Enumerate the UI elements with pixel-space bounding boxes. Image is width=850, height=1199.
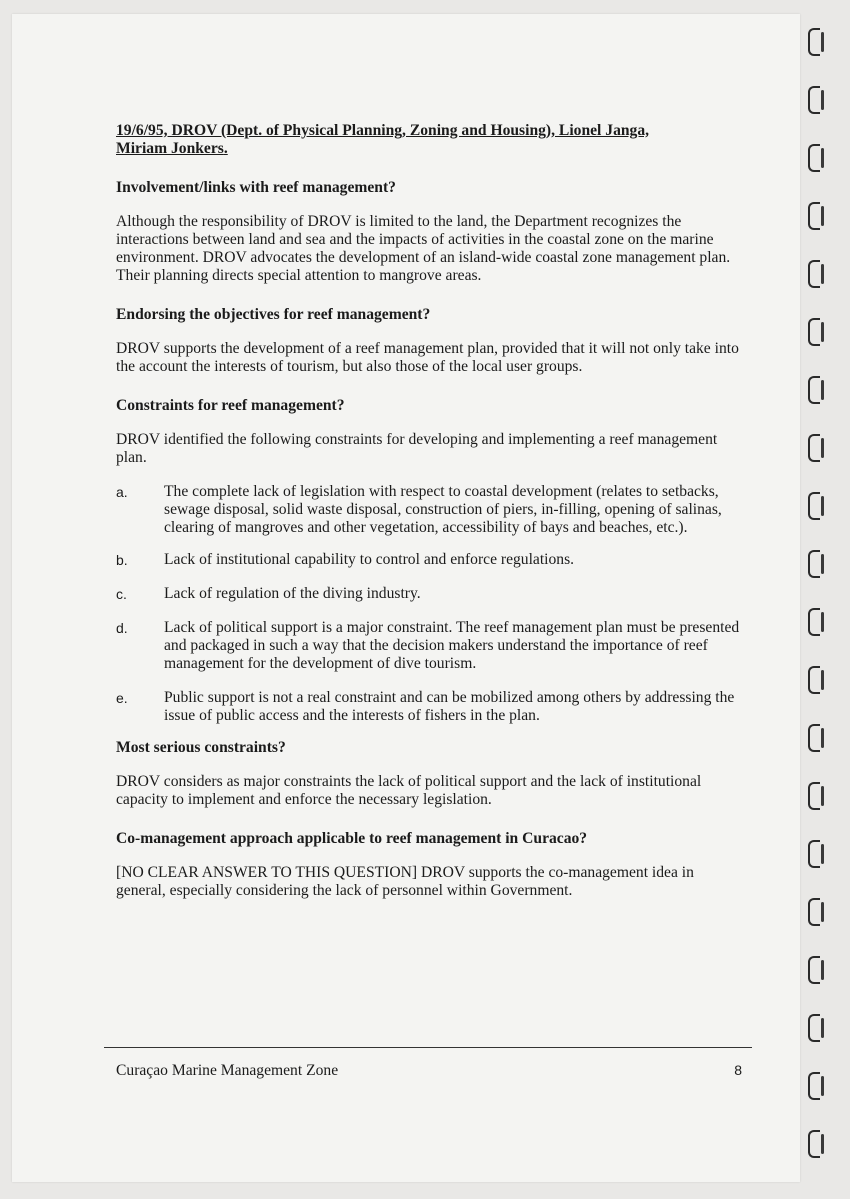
binding-ring [808, 782, 820, 810]
binding-ring [808, 434, 820, 462]
binding-ring [808, 724, 820, 752]
binding-ring [808, 956, 820, 984]
binding-ring [808, 550, 820, 578]
binding-ring [808, 1072, 820, 1100]
spiral-binding [800, 14, 838, 1182]
binding-ring [808, 144, 820, 172]
serious-body: DROV considers as major constraints the lack of political support and the lack of institutional capacity to implement and enforce the necessary legislation. [116, 773, 702, 808]
list-item-letter: d. [116, 620, 128, 636]
endorsing-body: DROV supports the development of a reef management plan, provided that it will not only take into the account the interests of tourism, but also those of the local user groups. [116, 340, 739, 375]
binding-ring [808, 1014, 820, 1042]
endorsing-heading: Endorsing the objectives for reef management? [116, 306, 431, 323]
binding-ring [808, 840, 820, 868]
comanagement-heading: Co-management approach applicable to reef management in Curacao? [116, 830, 588, 847]
list-item-text: Public support is not a real constraint and can be mobilized among others by addressing the issue of public access and the interests of fishers in the plan. [164, 689, 735, 724]
list-item-letter: b. [116, 552, 128, 568]
binding-ring [808, 28, 820, 56]
document-body [116, 122, 742, 900]
list-item [116, 585, 742, 603]
involvement-heading: Involvement/links with reef management? [116, 179, 396, 196]
list-item [116, 619, 742, 673]
comanagement-body: [NO CLEAR ANSWER TO THIS QUESTION] DROV supports the co-management idea in general, especially considering the lack of personnel within Government. [116, 864, 694, 899]
binding-ring [808, 260, 820, 288]
title-line-2: Miriam Jonkers [116, 140, 224, 157]
list-item-letter: c. [116, 586, 127, 602]
title-period: . [223, 140, 228, 157]
binding-ring [808, 86, 820, 114]
document-title [116, 122, 742, 158]
list-item-letter: e. [116, 690, 128, 706]
list-item-text: Lack of political support is a major constraint. The reef management plan must be presented and packaged in such a way that the decision makers understand the importance of reef management for the development of dive tourism. [164, 619, 740, 672]
binding-ring [808, 492, 820, 520]
constraints-body: DROV identified the following constraints for developing and implementing a reef management plan. [116, 431, 718, 466]
list-item-text: Lack of regulation of the diving industry. [164, 585, 421, 602]
list-item-text: The complete lack of legislation with respect to coastal development (relates to setbacks, sewage disposal, solid waste disposal, construction of piers, in-filling, opening of salinas, clearing of mangroves and other vegetation, accessibility of bays and beaches, etc.). [164, 483, 722, 536]
page-footer [116, 1062, 742, 1080]
page-number: 8 [734, 1062, 742, 1078]
binding-ring [808, 202, 820, 230]
binding-ring [808, 1130, 820, 1158]
list-item [116, 483, 742, 537]
binding-ring [808, 666, 820, 694]
list-item [116, 551, 742, 569]
list-item [116, 689, 742, 725]
involvement-body: Although the responsibility of DROV is limited to the land, the Department recognizes the interactions between land and sea and the impacts of activities in the coastal zone on the marine environment. DROV advocates the development of an island-wide coastal zone management plan. Their planning directs special attention to mangrove areas. [116, 213, 731, 284]
title-line-1: 19/6/95, DROV (Dept. of Physical Planning, Zoning and Housing), Lionel Janga, [116, 122, 650, 139]
binding-ring [808, 318, 820, 346]
constraints-heading: Constraints for reef management? [116, 397, 345, 414]
list-item-letter: a. [116, 484, 128, 500]
footer-divider [104, 1047, 752, 1048]
list-item-text: Lack of institutional capability to control and enforce regulations. [164, 551, 575, 568]
binding-ring [808, 898, 820, 926]
serious-heading: Most serious constraints? [116, 739, 286, 756]
footer-label: Curaçao Marine Management Zone [116, 1062, 339, 1079]
binding-ring [808, 608, 820, 636]
binding-ring [808, 376, 820, 404]
